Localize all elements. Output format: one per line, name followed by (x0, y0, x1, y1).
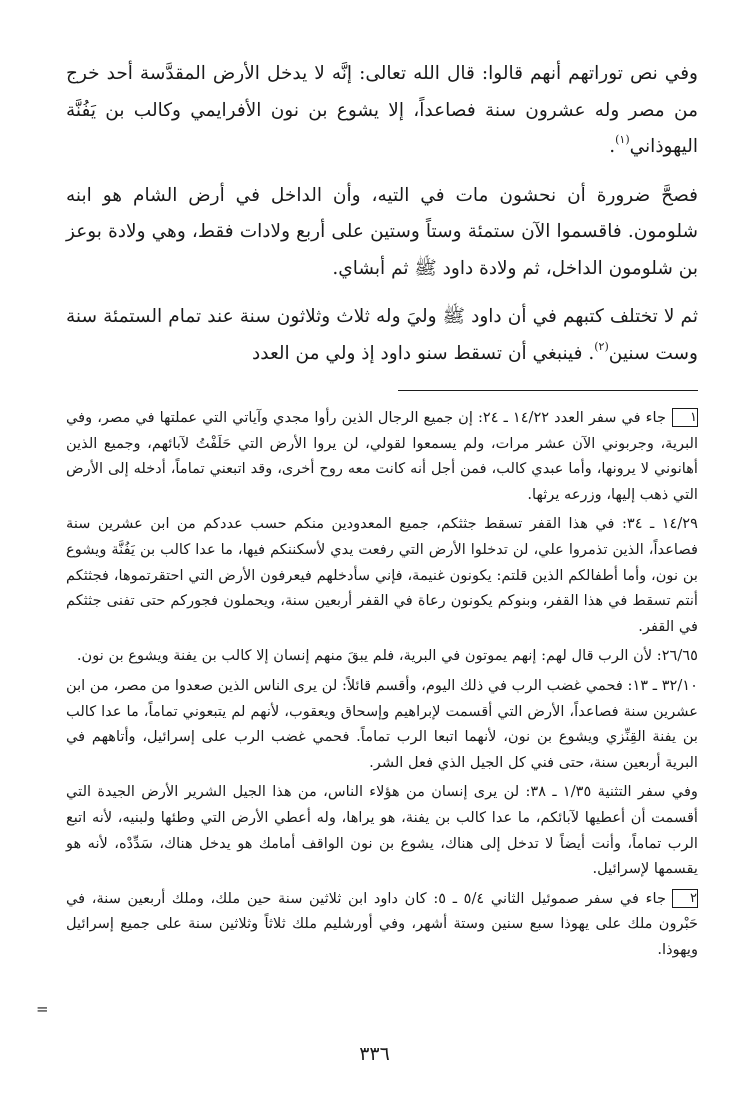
footnote (66, 886, 698, 963)
footnote-number-box: ١ (672, 408, 698, 427)
footnote-continuation: ٢٦/٦٥: لأن الرب قال لهم: إنهم يموتون في البرية، فلم يبقَ منهم إنسان إلا كالب بن يفنة ويشوع بن نون. (76, 647, 698, 665)
footnote-number-box: ٢ (672, 889, 698, 908)
footnote-continuation: ١٤/٢٩ ـ ٣٤: في هذا القفر تسقط جثثكم، جميع المعدودين منكم حسب عددكم من ابن عشرين سنة فصاعداً، الذين تذمروا علي، لن تدخلوا الأرض التي رفعت يدي لأسكننكم فيها، ما عدا كالب بن يَفُنَّة ويشوع بن نون، وأما أطفالكم الذين قلتم: يكونون غنيمة، فإني سأدخلهم فيعرفون الأرض التي احتقرتموها، فجثثكم أنتم تسقط في هذا القفر، وبنوكم يكونون رعاة في القفر أربعين سنة، ويحملون فجوركم حتى تفنى جثثكم في القفر. (66, 515, 698, 635)
sentence-end: . (609, 136, 616, 157)
book-page (66, 56, 698, 1056)
main-paragraph (66, 56, 698, 166)
footnote-text: جاء في سفر العدد ١٤/٢٢ ـ ٢٤: إن جميع الرجال الذين رأوا مجدي وآياتي التي عملتها في مصر، وفي البرية، وجربوني الآن عشر مرات، ولم يسمعوا لقولي، لن يروا الأرض التي حَلَفْتُ لآبائهم، وجميع الذين أهانوني لا يرونها، وأما عبدي كالب، فمن أجل أنه كانت معه روح أخرى، وقد اتبعني تماماً، أدخله إلى الأرض التي ذهب إليها، وزرعه يرثها. (66, 409, 698, 503)
main-paragraph: فصحَّ ضرورة أن نحشون مات في التيه، وأن الداخل في أرض الشام هو ابنه شلومون. فاقسموا الآن ستمئة وستاً وستين على أربع ولادات فقط، وهي ولادة بوعز بن شلومون الداخل، ثم ولادة داود ﷺ ثم أبشاي. (66, 184, 698, 279)
footnotes (66, 405, 698, 962)
footnote-text: جاء في سفر صموئيل الثاني ٥/٤ ـ ٥: كان داود ابن ثلاثين سنة حين ملك، وملك أربعين سنة، في حَبْرون ملك على يهوذا سبع سنين وستة أشهر، وفي أورشليم ملك ثلاثاً وثلاثين سنة على جميع إسرائيل ويهوذا. (66, 889, 698, 958)
footnote-continuation: وفي سفر التثنية ١/٣٥ ـ ٣٨: لن يرى إنسان من هؤلاء الناس، من هذا الجيل الشرير الأرض الجيدة التي أقسمت أن أعطيها لآبائكم، ما عدا كالب بن يفنة، هو يراها، وله أعطي الأرض التي وطئها ولبنيه، لأنه اتبع الرب تماماً، وأنت أيضاً لا تدخل إلى هناك، يشوع بن نون الواقف أمامك هو يدخل هناك، سَدِّدْه، لأنه هو يقسمها لإسرائيل. (66, 783, 698, 878)
paragraph-text: ثم لا تختلف كتبهم في أن داود ﷺ وليَ وله ثلاث وثلاثون سنة عند تمام الستمئة سنة وست سنين (66, 306, 698, 364)
paragraph-text-continued: . فينبغي أن تسقط سنو داود إذ ولي من العدد (252, 342, 595, 364)
footnote-continuation: ٣٢/١٠ ـ ١٣: فحمي غضب الرب في ذلك اليوم، وأقسم قائلاً: لن يرى الناس الذين صعدوا من مصر، من ابن عشرين سنة فصاعداً، الأرض التي أقسمت لإبراهيم وإسحاق ويعقوب، لأنهم لم يتبعوني تماماً، ما عدا كالب بن يفنة القِنِّزي ويشوع بن نون، لأنهما اتبعا الرب تماماً. فحمي غضب الرب على إسرائيل، وأتاههم في البرية أربعين سنة، حتى فني كل الجيل الذي فعل الشر. (66, 676, 698, 771)
footnote-separator (398, 390, 698, 391)
footnote-ref-1[interactable]: (١) (615, 133, 630, 146)
paragraph-text: وفي نص توراتهم أنهم قالوا: قال الله تعالى: إنَّه لا يدخل الأرض المقدَّسة أحد خرج من مصر وله عشرون سنة فصاعداً، إلا يشوع بن نون الأفرايمي وكالب بن يَفُنَّة اليهوذاني (66, 63, 698, 157)
footnote (66, 405, 698, 507)
page-number: ٣٣٦ (359, 1043, 390, 1065)
continuation-mark: = (36, 1000, 49, 1018)
main-paragraph (66, 299, 698, 372)
main-text (66, 56, 698, 372)
footnote-ref-2[interactable]: (٢) (594, 339, 609, 353)
